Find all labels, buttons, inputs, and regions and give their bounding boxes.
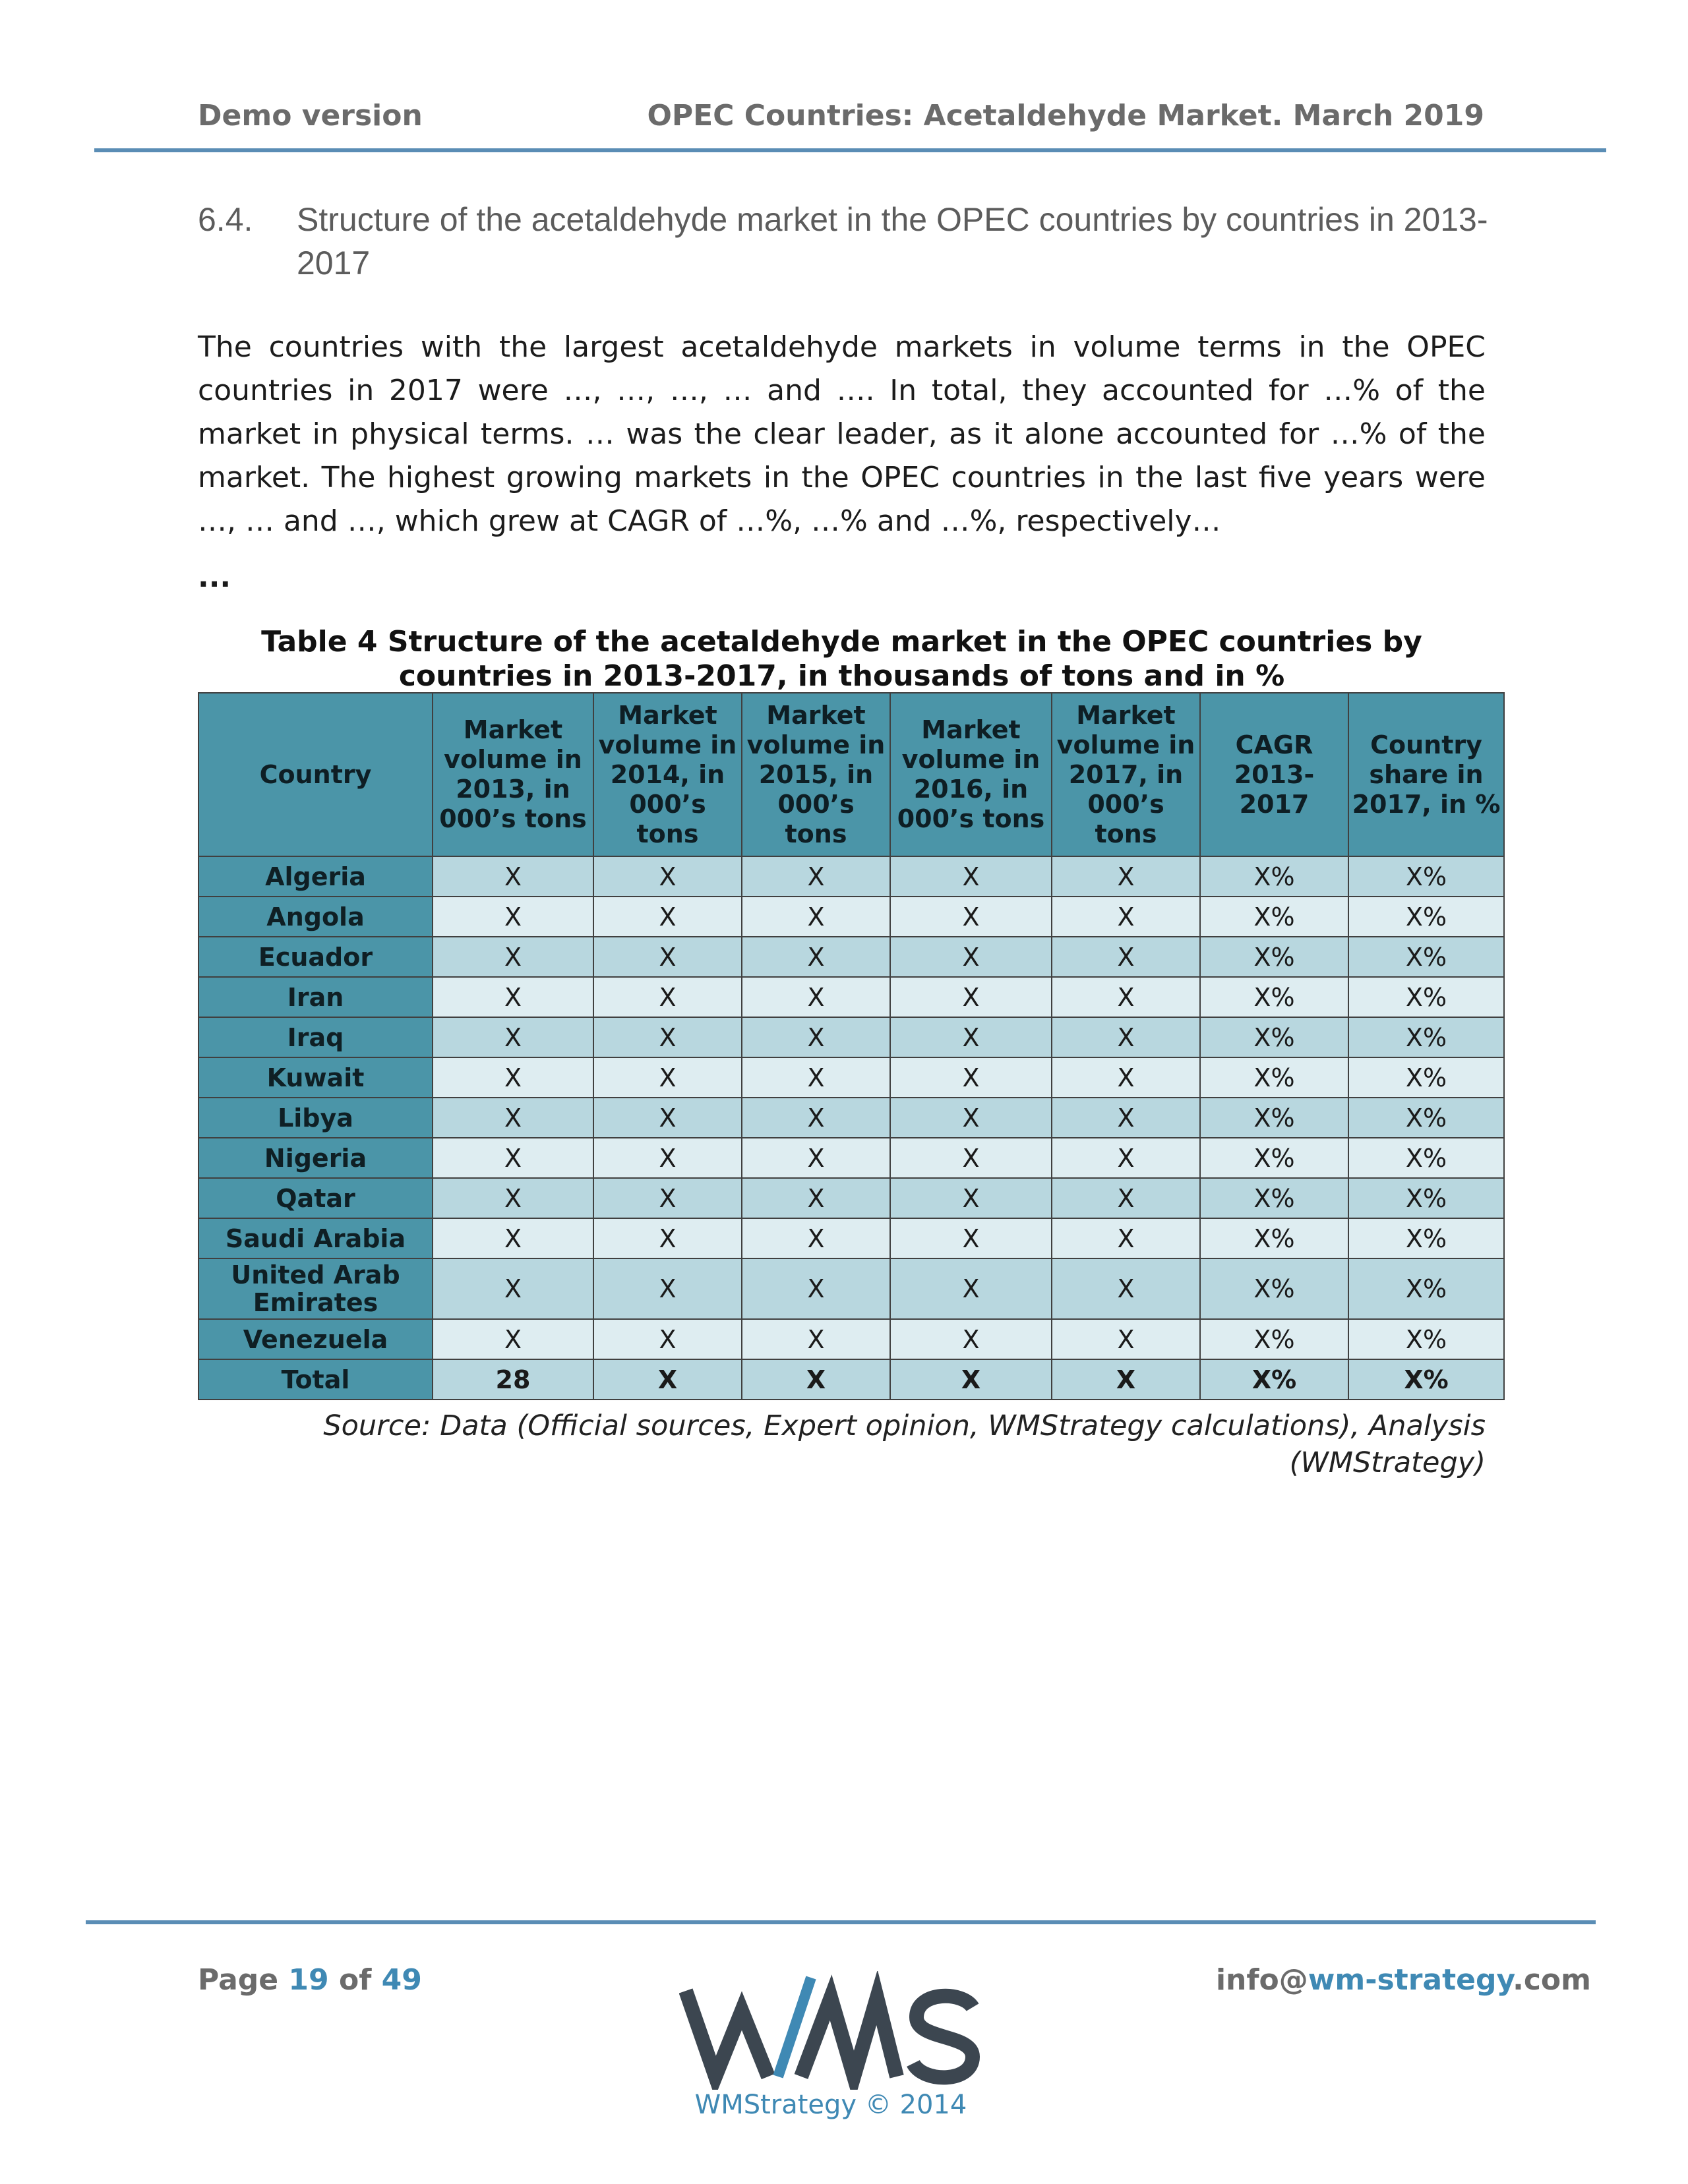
row-country-name: Kuwait — [198, 1057, 433, 1098]
table-cell: X% — [1348, 897, 1504, 937]
table-row — [198, 1138, 1504, 1178]
table-cell: X% — [1200, 1178, 1348, 1218]
table-cell: X — [742, 856, 890, 897]
header-divider — [94, 148, 1606, 152]
row-country-name: Libya — [198, 1098, 433, 1138]
table-cell: X — [742, 937, 890, 977]
table-cell: X — [593, 897, 742, 937]
table-cell: X% — [1200, 1258, 1348, 1319]
table-cell: X — [742, 977, 890, 1017]
table-cell: X — [433, 1319, 593, 1359]
table-cell: X — [890, 977, 1052, 1017]
table-cell: X — [1052, 977, 1200, 1017]
table-cell: X% — [1348, 1138, 1504, 1178]
header-col-4: Market volume in 2016, in 000’s tons — [890, 693, 1052, 856]
ellipsis-text: ... — [198, 560, 231, 594]
table-cell: X — [890, 856, 1052, 897]
row-country-name: Angola — [198, 897, 433, 937]
footer-divider — [86, 1920, 1596, 1924]
table-cell: X% — [1200, 1319, 1348, 1359]
table-cell: X% — [1348, 1319, 1504, 1359]
table-cell: X — [593, 1319, 742, 1359]
header-col-1: Market volume in 2013, in 000’s tons — [433, 693, 593, 856]
table-cell: X — [593, 977, 742, 1017]
row-country-name: United Arab Emirates — [198, 1258, 433, 1319]
table-cell: X — [593, 1178, 742, 1218]
table-cell: X — [1052, 1359, 1200, 1400]
row-country-name: Ecuador — [198, 937, 433, 977]
row-country-name: Qatar — [198, 1178, 433, 1218]
table-cell: X — [1052, 1017, 1200, 1057]
table-cell: X — [1052, 897, 1200, 937]
table-cell: X — [593, 1258, 742, 1319]
table-cell: X% — [1200, 856, 1348, 897]
table-cell: X — [593, 1218, 742, 1258]
table-cell: X — [890, 1178, 1052, 1218]
section-number: 6.4. — [198, 201, 253, 238]
table-cell: X — [742, 1178, 890, 1218]
table-row — [198, 1098, 1504, 1138]
table-cell: X — [593, 1017, 742, 1057]
table-cell: X% — [1200, 1138, 1348, 1178]
table-cell: X — [433, 856, 593, 897]
table-cell: X% — [1200, 937, 1348, 977]
table-cell: X — [742, 1098, 890, 1138]
wms-logo — [679, 1971, 982, 2090]
section-title: Structure of the acetaldehyde market in the OPEC countries by countries in 2013-2017 — [297, 201, 1488, 281]
table-cell: X% — [1348, 1098, 1504, 1138]
table-cell: X% — [1348, 1218, 1504, 1258]
table-cell: X% — [1200, 897, 1348, 937]
table-cell: X — [433, 1218, 593, 1258]
table-cell: X — [1052, 1138, 1200, 1178]
table-cell: X% — [1348, 1178, 1504, 1218]
table-cell: X — [742, 1258, 890, 1319]
table-cell: X — [742, 1017, 890, 1057]
table-cell: X — [890, 1098, 1052, 1138]
table-cell: X — [1052, 1098, 1200, 1138]
header-col-2: Market volume in 2014, in 000’s tons — [593, 693, 742, 856]
table-cell: X% — [1348, 1359, 1504, 1400]
table-cell: X — [1052, 1218, 1200, 1258]
table-row — [198, 856, 1504, 897]
table-cell: X — [742, 1218, 890, 1258]
page-current: 19 — [288, 1963, 329, 1997]
email-domain: wm-strategy — [1308, 1963, 1513, 1997]
table-cell: X% — [1200, 1017, 1348, 1057]
page-middle: of — [328, 1963, 382, 1997]
table-row — [198, 1319, 1504, 1359]
table-cell: X — [593, 1057, 742, 1098]
row-country-name: Iran — [198, 977, 433, 1017]
row-country-name: Iraq — [198, 1017, 433, 1057]
table-cell: X — [890, 937, 1052, 977]
table-cell: X — [1052, 1057, 1200, 1098]
table-row — [198, 1178, 1504, 1218]
table-cell: X — [433, 1017, 593, 1057]
table-source-note: Source: Data (Official sources, Expert opinion, WMStrategy calculations), Analysis (WMStrategy) — [323, 1409, 1486, 1479]
table-cell: X — [742, 897, 890, 937]
market-structure-table — [198, 692, 1505, 1400]
table-cell: X — [890, 1218, 1052, 1258]
table-cell: X — [1052, 1178, 1200, 1218]
table-cell: X — [1052, 1258, 1200, 1319]
table-cell: X — [742, 1319, 890, 1359]
table-cell: X — [433, 1098, 593, 1138]
table-cell: X — [890, 1258, 1052, 1319]
table-cell: X — [890, 1017, 1052, 1057]
page-number — [198, 1963, 422, 1997]
table-cell: X — [433, 1258, 593, 1319]
table-row — [198, 977, 1504, 1017]
table-cell: X — [433, 1057, 593, 1098]
table-cell: X — [593, 937, 742, 977]
table-cell: X — [593, 1098, 742, 1138]
table-cell: X% — [1348, 937, 1504, 977]
body-paragraph: The countries with the largest acetaldehyde markets in volume terms in the OPEC countries in 2017 were …, …, …, … and …. In total, they accounted for …% of the market in physical terms. … was the clear leader, as it alone accounted for …% of the market. The highest growing markets in the OPEC countries in the last five years were …, … and …, which grew at CAGR of …%, …% and …%, respectively… — [198, 330, 1486, 538]
table-cell: X — [433, 1138, 593, 1178]
header-col-6: CAGR 2013-2017 — [1200, 693, 1348, 856]
header-col-3: Market volume in 2015, in 000’s tons — [742, 693, 890, 856]
header-report-title: OPEC Countries: Acetaldehyde Market. March 2019 — [647, 99, 1484, 133]
table-cell: X — [593, 1359, 742, 1400]
contact-email[interactable] — [1216, 1963, 1591, 1997]
table-body — [198, 856, 1504, 1400]
table-cell: X — [890, 1319, 1052, 1359]
row-country-name: Algeria — [198, 856, 433, 897]
email-tld: .com — [1513, 1963, 1591, 1997]
email-user: info@ — [1215, 1963, 1308, 1997]
row-country-name: Venezuela — [198, 1319, 433, 1359]
table-cell: X% — [1200, 1359, 1348, 1400]
table-cell: X% — [1348, 856, 1504, 897]
header-col-5: Market volume in 2017, in 000’s tons — [1052, 693, 1200, 856]
table-cell: X — [1052, 1319, 1200, 1359]
table-row — [198, 1218, 1504, 1258]
table-cell: X% — [1200, 1098, 1348, 1138]
table-cell: X% — [1348, 1017, 1504, 1057]
row-country-name: Total — [198, 1359, 433, 1400]
page-prefix: Page — [198, 1963, 289, 1997]
header-col-7: Country share in 2017, in % — [1348, 693, 1504, 856]
row-country-name: Saudi Arabia — [198, 1218, 433, 1258]
page-total: 49 — [381, 1963, 422, 1997]
table-cell: X — [742, 1138, 890, 1178]
table-cell: X — [742, 1359, 890, 1400]
table-cell: 28 — [433, 1359, 593, 1400]
table-cell: X — [593, 856, 742, 897]
table-row — [198, 1258, 1504, 1319]
table-cell: X% — [1348, 977, 1504, 1017]
logo-caption: WMStrategy © 2014 — [694, 2090, 967, 2120]
table-row — [198, 1017, 1504, 1057]
table-cell: X% — [1348, 1258, 1504, 1319]
table-cell: X — [890, 1138, 1052, 1178]
table-cell: X% — [1200, 1218, 1348, 1258]
section-heading — [198, 198, 1490, 285]
table-cell: X — [433, 977, 593, 1017]
row-country-name: Nigeria — [198, 1138, 433, 1178]
table-cell: X — [1052, 937, 1200, 977]
table-row — [198, 1057, 1504, 1098]
header-left-label: Demo version — [198, 99, 423, 133]
table-caption: Table 4 Structure of the acetaldehyde market in the OPEC countries by countries in 2013-2017, in thousands of tons and in % — [261, 625, 1422, 693]
table-cell: X — [1052, 856, 1200, 897]
table-cell: X — [433, 937, 593, 977]
table-cell: X% — [1200, 1057, 1348, 1098]
table-cell: X% — [1348, 1057, 1504, 1098]
table-row — [198, 897, 1504, 937]
table-cell: X% — [1200, 977, 1348, 1017]
table-total-row — [198, 1359, 1504, 1400]
table-cell: X — [742, 1057, 890, 1098]
table-header-row — [198, 693, 1504, 856]
table-cell: X — [593, 1138, 742, 1178]
table-cell: X — [433, 1178, 593, 1218]
table-cell: X — [890, 897, 1052, 937]
table-cell: X — [433, 897, 593, 937]
table-row — [198, 937, 1504, 977]
table-cell: X — [890, 1359, 1052, 1400]
table-cell: X — [890, 1057, 1052, 1098]
header-country: Country — [198, 693, 433, 856]
